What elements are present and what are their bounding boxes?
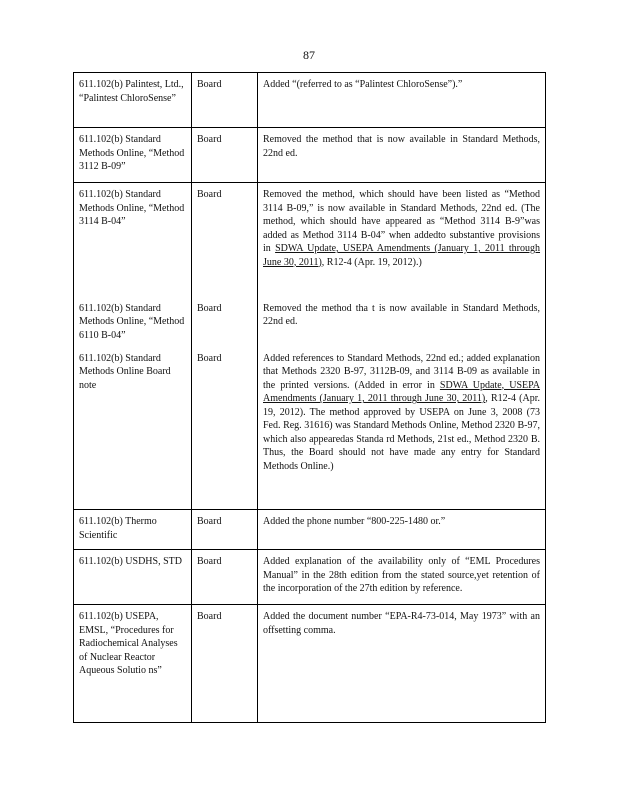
section-cell: 611.102(b) Standard Methods Online Board note: [74, 347, 192, 510]
description-text: , R12-4 (Apr. 19, 2012).): [321, 256, 422, 268]
description-text: Added “(referred to as “Palintest ChloroSense”).”: [263, 79, 463, 90]
description-cell: [258, 510, 546, 550]
description-text: Added explanation of the availability only of “EML Procedures Manual” in the 28th edition from the stated source,yet retention of the incorporation of the 27th edition by reference.: [263, 556, 540, 594]
agency-cell: Board: [192, 550, 258, 605]
section-cell: 611.102(b) Thermo Scientific: [74, 510, 192, 550]
citation-text: SDWA Update, USEPA Amendments (January 1, 2011 through June 30, 2011): [263, 379, 540, 404]
agency-cell: Board: [192, 510, 258, 550]
table-row: [74, 128, 546, 183]
agency-cell: Board: [192, 73, 258, 128]
section-cell: 611.102(b) Standard Methods Online, “Method 6110 B-04”: [74, 297, 192, 347]
description-text: Added the document number “EPA-R4-73-014, May 1973” with an offsetting comma.: [263, 611, 540, 636]
agency-cell: Board: [192, 183, 258, 297]
citation-text: SDWA Update, USEPA Amendments (January 1, 2011 through June 30, 2011): [263, 243, 541, 268]
table-row: [74, 183, 546, 297]
table-row: [74, 605, 546, 723]
description-text: Added the phone number “800-225-1480 or.”: [263, 516, 446, 527]
page-number: 87: [303, 48, 315, 62]
description-cell: [258, 605, 546, 723]
amendments-table-body: [74, 73, 546, 723]
description-cell: [258, 297, 546, 347]
description-cell: [258, 183, 546, 297]
section-cell: 611.102(b) Palintest, Ltd., “Palintest ChloroSense”: [74, 73, 192, 128]
description-text: , R12-4 (Apr. 19, 2012). The method approved by USEPA on June 3, 2008 (73 Fed. Reg. 31616) was Standard Methods Online, Method 2320 B-97, which also appearedas Standa rd Methods, 21st ed., Method 2320 B. Thus, the Board should not have made any entry for Standard Methods Online.): [263, 393, 540, 472]
agency-cell: Board: [192, 605, 258, 723]
description-cell: [258, 73, 546, 128]
table-row: [74, 550, 546, 605]
description-cell: [258, 347, 546, 510]
table-row: [74, 510, 546, 550]
table-row: [74, 297, 546, 347]
table-row: [74, 347, 546, 510]
description-cell: [258, 128, 546, 183]
description-text: Removed the method that is now available in Standard Methods, 22nd ed.: [263, 134, 540, 159]
section-cell: 611.102(b) USEPA, EMSL, “Procedures for Radiochemical Analyses of Nuclear Reactor Aqueous Solutio ns”: [74, 605, 192, 723]
description-cell: [258, 550, 546, 605]
amendments-table: [73, 72, 546, 723]
section-cell: 611.102(b) USDHS, STD: [74, 550, 192, 605]
agency-cell: Board: [192, 347, 258, 510]
agency-cell: Board: [192, 297, 258, 347]
section-cell: 611.102(b) Standard Methods Online, “Method 3114 B-04”: [74, 183, 192, 297]
section-cell: 611.102(b) Standard Methods Online, “Method 3112 B-09”: [74, 128, 192, 183]
description-text: Added references to Standard Methods, 22nd ed.; added explanation that Methods 2320 B-97, 3112B-09, and 3114 B-09 as available in the printed versions. (Added in error in: [263, 352, 540, 391]
description-text: Removed the method tha t is now available in Standard Methods, 22nd ed.: [263, 302, 540, 327]
description-text: Removed the method, which should have been listed as “Method 3114 B-09,” is now available in Standard Methods, 22nd ed. (The method, which should have appeared as “Method 3114 B-9”was added as Method 3114 B-04” when addedto substantive provisions in: [263, 189, 540, 254]
agency-cell: Board: [192, 128, 258, 183]
table-row: [74, 73, 546, 128]
